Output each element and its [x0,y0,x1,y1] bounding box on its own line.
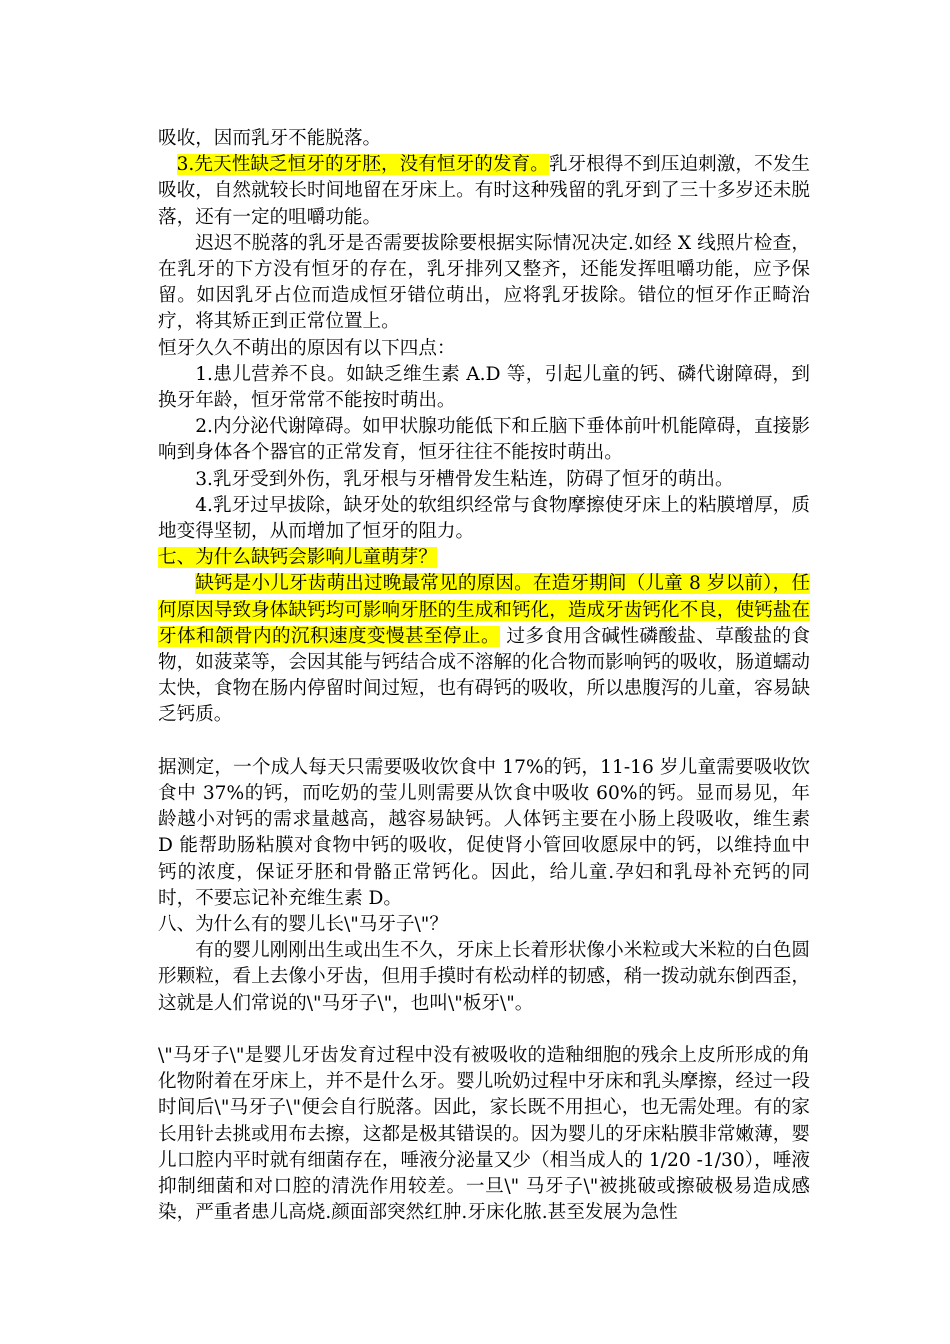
paragraph-text: 过多食用含碱性磷酸盐、草酸盐的食物，如菠菜等，会因其能与钙结合成不溶解的化合物而影响钙的吸收，肠道蠕动太快，食物在肠内停留时间过短，也有碍钙的吸收，所以患腹泻的儿童，容易缺乏钙质。 [158,625,810,726]
paragraph-description: 有的婴儿刚刚出生或出生不久，牙床上长着形状像小米粒或大米粒的白色圆形颗粒，看上去像小牙齿，但用手摸时有松动样的韧感，稍一拨动就东倒西歪，这就是人们常说的\"马牙子\"，也叫\"板牙\"。 [158,940,810,1014]
blank-line [158,1017,810,1043]
paragraph-decision: 迟迟不脱落的乳牙是否需要拔除要根据实际情况决定.如经 X 线照片检查，在乳牙的下方没有恒牙的存在，乳牙排列又整齐，还能发挥咀嚼功能，应予保留。如因乳牙占位而造成恒牙错位萌出，应将乳牙拔除。错位的恒牙作正畸治疗，将其矫正到正常位置上。 [158,232,810,333]
blank-line [158,729,810,755]
paragraph-reasons-intro: 恒牙久久不萌出的原因有以下四点： [158,337,456,359]
paragraph-measurement: 据测定，一个成人每天只需要吸收饮食中 17%的钙，11-16 岁儿童需要吸收饮食中 37%的钙，而吃奶的莹儿则需要从饮食中吸收 60%的钙。显而易见，年龄越小对钙的需求量越高，越容易缺钙。人体钙主要在小肠上段吸收，维生素 D 能帮助肠粘膜对食物中钙的吸收，促使肾小管回收愿尿中的钙，以维持血中钙的浓度，保证牙胚和骨骼正常钙化。因此，给儿童.孕妇和乳母补充钙的同时，不要忘记补充维生素 D。 [158,756,810,909]
list-item-4: 4.乳牙过早拔除，缺牙处的软组织经常与食物摩擦使牙床上的粘膜增厚，质地变得坚韧，从而增加了恒牙的阻力。 [158,494,810,543]
section-heading-7: 七、为什么缺钙会影响儿童萌芽？ [158,547,437,569]
paragraph-point-3 [158,152,810,231]
list-item-1: 1.患儿营养不良。如缺乏维生素 A.D 等，引起儿童的钙、磷代谢障碍，到换牙年龄，恒牙常常不能按时萌出。 [158,363,810,412]
section-heading-8: 八、为什么有的婴儿长\"马牙子\"？ [158,914,448,936]
document-body [158,126,810,1227]
highlighted-text: 3.先天性缺乏恒牙的牙胚，没有恒牙的发育。 [176,154,549,176]
list-item-3: 3.乳牙受到外伤，乳牙根与牙槽骨发生粘连，防碍了恒牙的萌出。 [195,468,734,490]
paragraph-explanation: \"马牙子\"是婴儿牙齿发育过程中没有被吸收的造釉细胞的残余上皮所形成的角化物附着在牙床上，并不是什么牙。婴儿吮奶过程中牙床和乳头摩擦，经过一段时间后\"马牙子\"便会自行脱落。因此，家长既不用担心，也无需处理。有的家长用针去挑或用布去擦，这都是极其错误的。因为婴儿的牙床粘膜非常嫩薄，婴儿口腔内平时就有细菌存在，唾液分泌量又少（相当成人的 1/20 -1/30），唾液抑制细菌和对口腔的清洗作用较差。一旦\" 马牙子\"被挑破或擦破极易造成感染，严重者患儿高烧.颜面部突然红肿.牙床化脓.甚至发展为急性 [158,1045,810,1224]
paragraph-calcium [158,571,810,728]
paragraph-text: 乳牙根得不到压迫刺激，不发生吸收，自然就较长时间地留在牙床上。有时这种残留的乳牙到了三十多岁还未脱落，还有一定的咀嚼功能。 [158,154,810,228]
highlighted-text: 缺钙是小儿牙齿萌出过晚最常见的原因。在造牙期间（儿童 8 岁以前），任何原因导致身体缺钙均可影响牙胚的生成和钙化，造成牙齿钙化不良，使钙盐在牙体和颌骨内的沉积速度变慢甚至停止。 [158,573,810,647]
paragraph-continuation: 吸收，因而乳牙不能脱落。 [158,128,382,149]
list-item-2: 2.内分泌代谢障碍。如甲状腺功能低下和丘脑下垂体前叶机能障碍，直接影响到身体各个器官的正常发育，恒牙往往不能按时萌出。 [158,416,810,464]
